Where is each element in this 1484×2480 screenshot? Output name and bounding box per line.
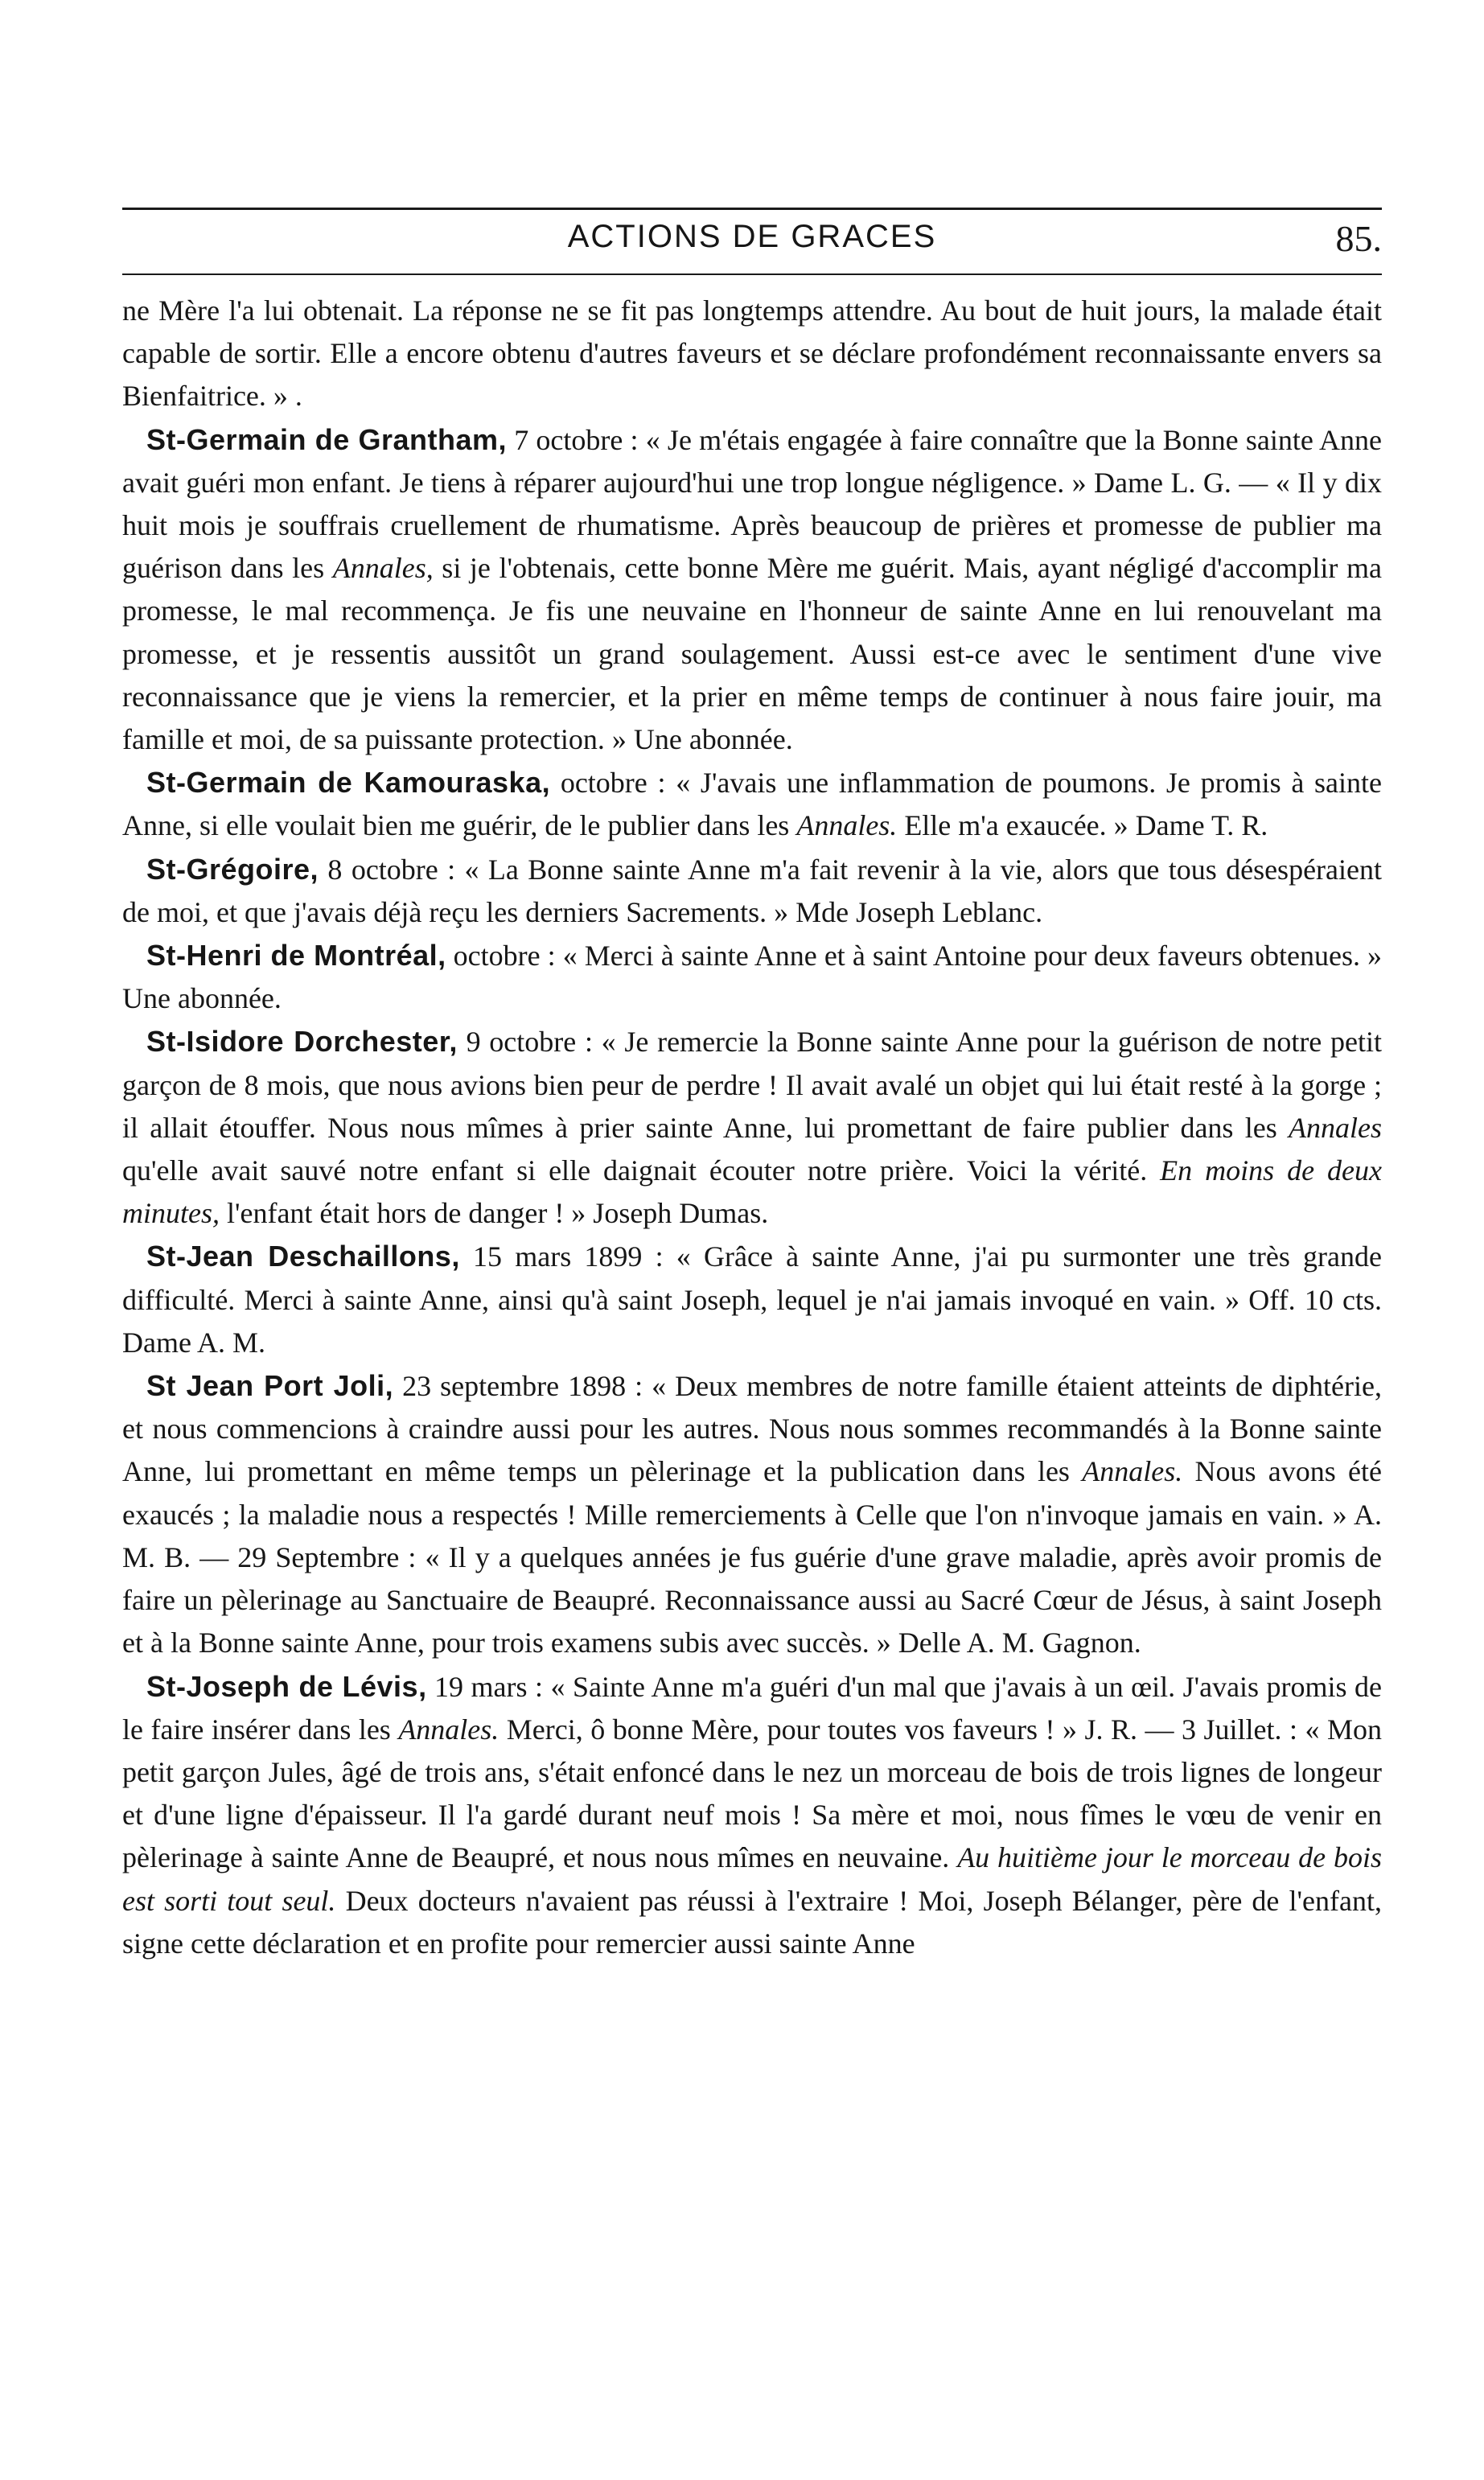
entry-paragraph xyxy=(122,1235,1382,1364)
paragraph-text: 23 septembre 1898 : « Deux membres de notre famille étaient atteints de diphtérie, et nous commencions à craindre aussi pour les autres. Nous nous sommes recommandés à la Bonne sainte Anne, lui promettant en même temps un pèlerinage et la publication dans les xyxy=(122,1370,1383,1488)
italic-text: Au huitième jour le morceau de bois est sorti tout seul. xyxy=(122,1841,1383,1917)
place-name: St-Germain de Kamouraska, xyxy=(146,766,551,800)
paragraph-text: Nous avons été exaucés ; la maladie nous a respectés ! Mille remerciements à Celle que l'on n'invoque jamais en vain. » A. M. B. — 29 Septembre : « Il y a quelques années je fus guérie d'une grave maladie, après avoir promis de faire un pèlerinage au Sanctuaire de Beaupré. Reconnaissance aussi au Sacré Cœur de Jésus, à saint Joseph et à la Bonne sainte Anne, pour trois examens subis avec succès. » Delle A. M. Gagnon. xyxy=(122,1455,1382,1660)
place-name: St-Grégoire, xyxy=(146,852,319,886)
page-title: ACTIONS DE GRACES xyxy=(567,219,937,254)
body-text xyxy=(122,290,1382,1965)
place-name: St-Germain de Grantham, xyxy=(146,422,507,456)
entry-paragraph xyxy=(122,1665,1382,1965)
italic-text: Annales, xyxy=(332,552,434,585)
paragraph-text: ne Mère l'a lui obtenait. La réponse ne se fit pas longtemps attendre. Au bout de huit jours, la malade était capable de sortir. Elle a encore obtenu d'autres faveurs et se déclare profondément reconnaissante envers sa Bienfaitrice. » . xyxy=(122,294,1382,413)
paragraph-text: Deux docteurs n'avaient pas réussi à l'extraire ! Moi, Joseph Bélanger, père de l'enfant, signe cette déclaration et en profite pour remercier aussi sainte Anne xyxy=(122,1884,1382,1960)
paragraph-text: si je l'obtenais, cette bonne Mère me guérit. Mais, ayant négligé d'accomplir ma promesse, le mal recommença. Je fis une neuvaine en l'honneur de sainte Anne en lui renouvelant ma promesse, et je ressentis aussitôt un grand soulagement. Aussi est-ce avec le sentiment d'une vive reconnaissance que je viens la remercier, et la prier en même temps de continuer à nous faire jouir, ma famille et moi, de sa puissante protection. » Une abonnée. xyxy=(122,552,1382,756)
paragraph-text: Elle m'a exaucée. » Dame T. R. xyxy=(897,809,1268,842)
entry-paragraph xyxy=(122,934,1382,1020)
entry-paragraph xyxy=(122,418,1382,762)
header-top-rule xyxy=(122,208,1382,210)
italic-text: Annales xyxy=(1289,1111,1382,1144)
place-name: St-Jean Deschaillons, xyxy=(146,1240,460,1273)
paragraph-text: 8 octobre : « La Bonne sainte Anne m'a fait revenir à la vie, alors que tous désespéraient de moi, et que j'avais déjà reçu les derniers Sacrements. » Mde Joseph Leblanc. xyxy=(122,853,1382,928)
place-name: St-Isidore Dorchester, xyxy=(146,1025,458,1059)
paragraph-text: 7 octobre : « Je m'étais engagée à faire connaître que la Bonne sainte Anne avait guéri mon enfant. Je tiens à réparer aujourd'hui une trop longue négligence. » Dame L. G. — « Il y dix huit mois je souffrais cruellement de rhumatisme. Après beaucoup de prières et promesse de publier ma guérison dans les xyxy=(122,423,1382,585)
header-bottom-rule xyxy=(122,273,1382,275)
paragraph-text: 19 mars : « Sainte Anne m'a guéri d'un mal que j'avais à un œil. J'avais promis de le faire insérer dans les xyxy=(122,1670,1383,1746)
italic-text: En moins de deux minutes, xyxy=(122,1154,1382,1230)
italic-text: Annales. xyxy=(796,809,898,842)
paragraph-text: qu'elle avait sauvé notre enfant si elle daignait écouter notre prière. Voici la vérité. xyxy=(122,1154,1161,1187)
place-name: St-Henri de Montréal, xyxy=(146,939,446,973)
paragraph-text: Merci, ô bonne Mère, pour toutes vos faveurs ! » J. R. — 3 Juillet. : « Mon petit garçon Jules, âgé de trois ans, s'était enfoncé dans le nez un morceau de bois de trois lignes de longeur et d'une ligne d'épaisseur. Il l'a gardé durant neuf mois ! Sa mère et moi, nous fîmes le vœu de venir en pèlerinage à sainte Anne de Beaupré, et nous nous mîmes en neuvaine. xyxy=(122,1713,1383,1874)
place-name: St Jean Port Joli, xyxy=(146,1369,394,1403)
paragraph-text: 15 mars 1899 : « Grâce à sainte Anne, j'ai pu surmonter une très grande difficulté. Merci à sainte Anne, ainsi qu'à saint Joseph, lequel je n'ai jamais invoqué en vain. » Off. 10 cts. Dame A. M. xyxy=(122,1240,1382,1359)
continued-paragraph xyxy=(122,290,1382,418)
entry-paragraph xyxy=(122,1364,1382,1664)
italic-text: Annales. xyxy=(398,1713,499,1746)
entry-paragraph xyxy=(122,761,1382,847)
running-head xyxy=(122,216,1382,269)
entry-paragraph xyxy=(122,1020,1382,1235)
place-name: St-Joseph de Lévis, xyxy=(146,1669,427,1703)
italic-text: Annales. xyxy=(1082,1455,1183,1488)
paragraph-text: l'enfant était hors de danger ! » Joseph Dumas. xyxy=(220,1197,769,1230)
page-number: 85. xyxy=(1335,218,1382,259)
paragraph-text: 9 octobre : « Je remercie la Bonne sainte Anne pour la guérison de notre petit garçon de 8 mois, que nous avions bien peur de perdre ! Il avait avalé un objet qui lui était resté à la gorge ; il allait étouffer. Nous nous mîmes à prier sainte Anne, lui promettant de faire publier dans les xyxy=(122,1026,1382,1144)
paragraph-text: octobre : « J'avais une inflammation de poumons. Je promis à sainte Anne, si elle voulait bien me guérir, de le publier dans les xyxy=(122,767,1383,842)
entry-paragraph xyxy=(122,848,1382,934)
paragraph-text: octobre : « Merci à sainte Anne et à saint Antoine pour deux faveurs obtenues. » Une abonnée. xyxy=(122,940,1383,1015)
